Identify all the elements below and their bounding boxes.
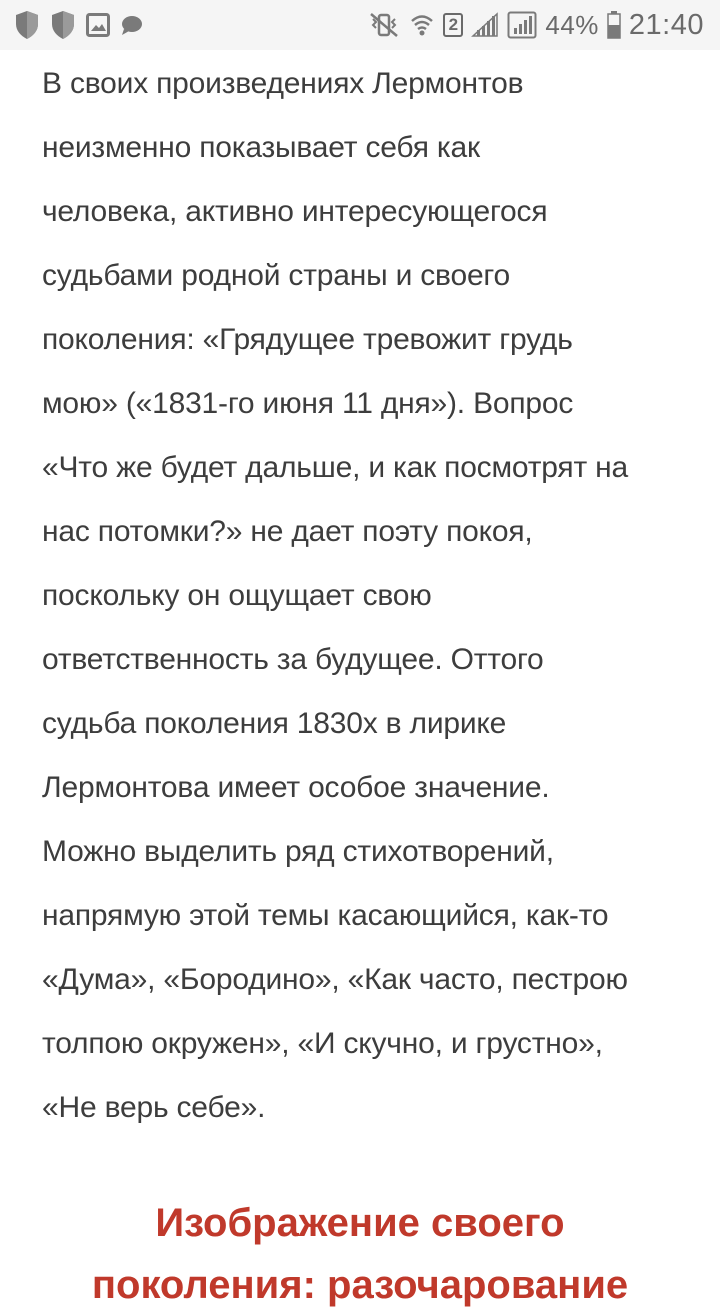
article-paragraph: В своих произведениях Лермонтов неизменно показывает себя как человека, активно интересующегося судьбами родной страны и своего поколения: «Грядущее тревожит грудь мою» («1831-го июня 11 дня»). Вопрос «Что же будет дальше, и как посмотрят на нас потомки?» не дает поэту покоя, поскольку он ощущает свою ответственность за будущее. Оттого судьба поколения 1830х в лирике Лермонтова имеет особое значение. Можно выделить ряд стихотворений, напрямую этой темы касающийся, как-то «Дума», «Бородино», «Как часто, пестрою толпою окружен», «И скучно, и грустно», «Не верь себе».: [42, 67, 628, 1124]
vibrate-mute-icon: [367, 12, 401, 38]
sim2-icon: [443, 13, 463, 37]
status-bar-system: [359, 9, 704, 42]
signal-icon: [471, 12, 499, 38]
status-bar-notifications: [14, 10, 154, 40]
section-heading: Изображение своего поколения: разочарование: [91, 1201, 629, 1307]
status-bar: [0, 0, 720, 50]
shield-icon: [14, 10, 40, 40]
clock: 21:40: [628, 8, 704, 41]
battery-percent: 44%: [545, 9, 599, 40]
sim-label: 2: [443, 13, 463, 37]
article-body: [42, 52, 692, 1140]
battery-icon: [607, 11, 621, 39]
signal-icon: [507, 11, 537, 39]
shield-icon: [50, 10, 76, 40]
wifi-icon: [409, 12, 435, 38]
chat-bubble-icon: [120, 13, 144, 37]
image-icon: [86, 13, 110, 37]
